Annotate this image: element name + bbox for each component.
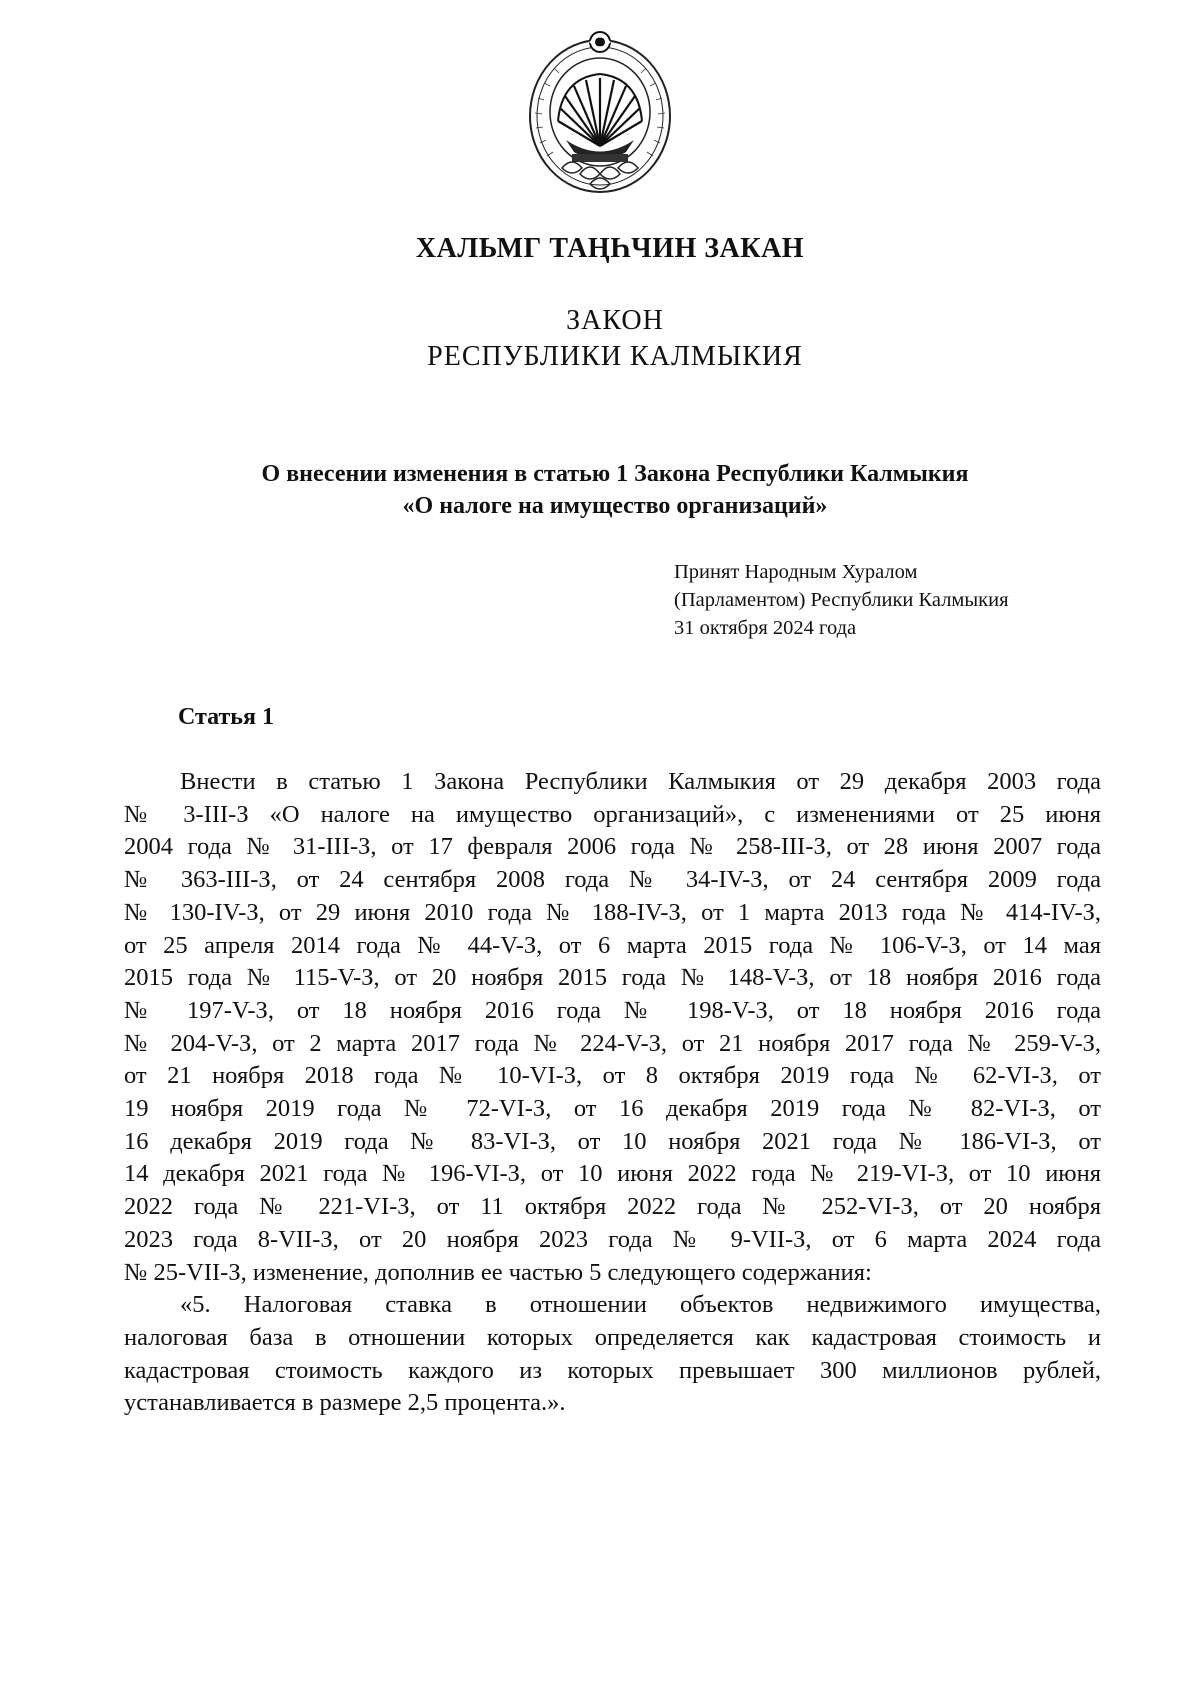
- paragraph-line: № 25-VII-З, изменение, дополнив ее частью 5 следующего содержания:: [124, 1258, 872, 1286]
- paragraph-line: 2015 года № 115-V-З, от 20 ноября 2015 года № 148-V-З, от 18 ноября 2016 года: [124, 964, 1101, 992]
- paragraph-line: от 25 апреля 2014 года № 44-V-З, от 6 марта 2015 года № 106-V-З, от 14 мая: [124, 931, 1101, 959]
- paragraph-line: № 3-III-З «О налоге на имущество организаций», с изменениями от 25 июня: [124, 800, 1101, 828]
- paragraph-line: Внести в статью 1 Закона Республики Калмыкия от 29 декабря 2003 года: [180, 768, 1101, 795]
- adoption-date: 31 октября 2024 года: [674, 617, 857, 639]
- amendment-line: «5. Налоговая ставка в отношении объектов недвижимого имущества,: [180, 1291, 1101, 1319]
- law-title-russian-line-2: РЕСПУБЛИКИ КАЛМЫКИЯ: [427, 341, 803, 372]
- adoption-note-line-1: Принят Народным Хуралом: [674, 561, 918, 583]
- law-subject-line-2: «О налоге на имущество организаций»: [402, 493, 828, 519]
- paragraph-line: 14 декабря 2021 года № 196-VI-З, от 10 июня 2022 года № 219-VI-З, от 10 июня: [124, 1160, 1101, 1188]
- coat-of-arms-emblem: [522, 28, 678, 198]
- amendment-line: кадастровая стоимость каждого из которых превышает 300 миллионов рублей,: [124, 1356, 1101, 1384]
- paragraph-line: № 204-V-З, от 2 марта 2017 года № 224-V-З, от 21 ноября 2017 года № 259-V-З,: [124, 1029, 1101, 1057]
- law-title-russian-line-1: ЗАКОН: [566, 305, 664, 336]
- article-body: [124, 766, 1101, 1420]
- law-subject: [0, 458, 1200, 522]
- paragraph-line: 2023 года 8-VII-З, от 20 ноября 2023 года № 9-VII-З, от 6 марта 2024 года: [124, 1225, 1101, 1253]
- paragraph-line: 2022 года № 221-VI-З, от 11 октября 2022 года № 252-VI-З, от 20 ноября: [124, 1193, 1101, 1221]
- amendment-line: налоговая база в отношении которых определяется как кадастровая стоимость и: [124, 1323, 1101, 1351]
- adoption-note-line-2: (Парламентом) Республики Калмыкия: [674, 589, 1009, 611]
- paragraph-line: № 130-IV-З, от 29 июня 2010 года № 188-IV-З, от 1 марта 2013 года № 414-IV-З,: [124, 898, 1101, 926]
- article-title: Статья 1: [178, 704, 274, 730]
- law-title-russian: [0, 303, 1200, 375]
- adoption-note: [674, 558, 1009, 642]
- paragraph-line: 2004 года № 31-III-З, от 17 февраля 2006 года № 258-III-З, от 28 июня 2007 года: [124, 833, 1101, 861]
- paragraph-line: от 21 ноября 2018 года № 10-VI-З, от 8 октября 2019 года № 62-VI-З, от: [124, 1062, 1101, 1090]
- paragraph-line: № 363-III-З, от 24 сентября 2008 года № 34-IV-З, от 24 сентября 2009 года: [124, 866, 1101, 894]
- amendment-line: устанавливается в размере 2,5 процента.».: [124, 1389, 566, 1417]
- law-title-kalmyk: ХАЛЬМГ ТАҢҺЧИН ЗАКАН: [415, 233, 805, 264]
- law-subject-line-1: О внесении изменения в статью 1 Закона Республики Калмыкия: [261, 461, 969, 487]
- paragraph-line: № 197-V-З, от 18 ноября 2016 года № 198-V-З, от 18 ноября 2016 года: [124, 996, 1101, 1024]
- paragraph-line: 19 ноября 2019 года № 72-VI-З, от 16 декабря 2019 года № 82-VI-З, от: [124, 1095, 1101, 1123]
- paragraph-line: 16 декабря 2019 года № 83-VI-З, от 10 ноября 2021 года № 186-VI-З, от: [124, 1127, 1101, 1155]
